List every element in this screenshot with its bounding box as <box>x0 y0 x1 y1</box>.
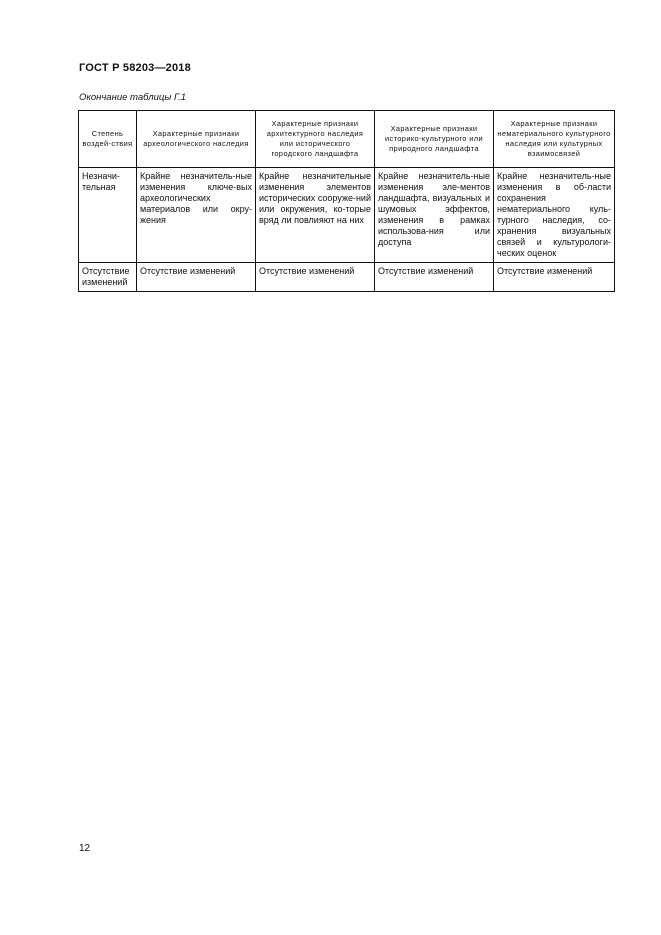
table-cell: Отсутствие изменений <box>256 263 375 292</box>
header-impact-degree: Степень воздей-ствия <box>79 111 137 168</box>
impact-table <box>78 110 615 292</box>
table-cell: Отсутствие изменений <box>494 263 615 292</box>
document-code: ГОСТ Р 58203—2018 <box>79 62 191 74</box>
table-cell: Крайне незначитель-ные изменения эле-ментов ландшафта, визуальных и шумовых эффектов, изменения в рамках использова-ния или доступа <box>375 168 494 263</box>
header-archaeological: Характерные признаки археологического наследия <box>137 111 256 168</box>
table-header-row <box>79 111 615 168</box>
table-cell: Крайне незначитель-ные изменения ключе-вых археологических материалов или окру-жения <box>137 168 256 263</box>
header-intangible: Характерные признаки нематериального культурного наследия или культурных взаимосвязей <box>494 111 615 168</box>
page-number: 12 <box>79 843 91 854</box>
table-cell: Незначи-тельная <box>79 168 137 263</box>
table-cell: Отсутствие изменений <box>137 263 256 292</box>
header-landscape: Характерные признаки историко-культурного или природного ландшафта <box>375 111 494 168</box>
table-cell: Отсутствие изменений <box>79 263 137 292</box>
table-row <box>79 168 615 263</box>
table-caption: Окончание таблицы Г.1 <box>79 92 187 103</box>
table-cell: Отсутствие изменений <box>375 263 494 292</box>
table-row <box>79 263 615 292</box>
header-architectural: Характерные признаки архитектурного наследия или исторического городского ландшафта <box>256 111 375 168</box>
table-cell: Крайне незначитель-ные изменения в об-ласти сохранения нематериального куль-турного наследия, со-хранения визуальных связей и культурологи-ческих оценок <box>494 168 615 263</box>
table-cell: Крайне незначительные изменения элементов исторических сооруже-ний или окружения, ко-торые вряд ли повлияют на них <box>256 168 375 263</box>
